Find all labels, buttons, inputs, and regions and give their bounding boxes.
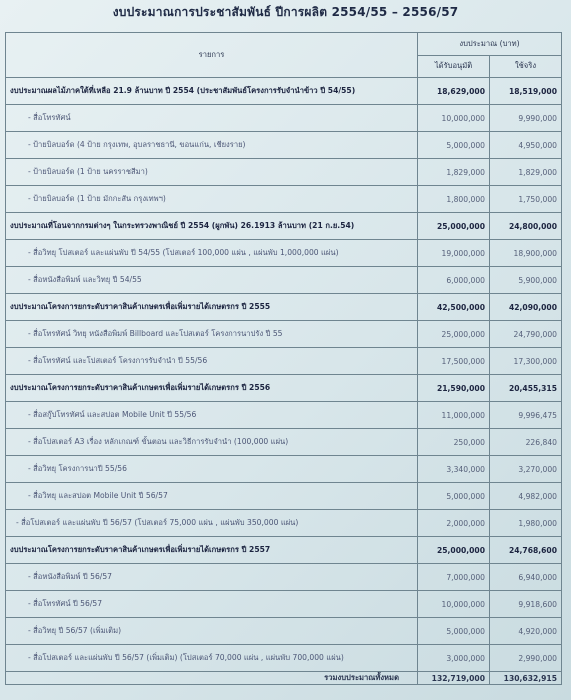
total-used: 130,632,915 xyxy=(490,672,562,685)
approved-amount: 10,000,000 xyxy=(418,105,490,132)
row-label: - สื่อหนังสือพิมพ์ และวิทยุ ปี 54/55 xyxy=(6,267,418,294)
approved-amount: 17,500,000 xyxy=(418,348,490,375)
approved-amount: 18,629,000 xyxy=(418,78,490,105)
header-used: ใช้จริง xyxy=(490,55,562,78)
item-row xyxy=(6,591,562,618)
approved-amount: 25,000,000 xyxy=(418,321,490,348)
row-label: - สื่อหนังสือพิมพ์ ปี 56/57 xyxy=(6,564,418,591)
row-label: - สื่อโทรทัศน์ และโปสเตอร์ โครงการรับจำนำ ปี 55/56 xyxy=(6,348,418,375)
row-label: - สื่อโทรทัศน์ xyxy=(6,105,418,132)
group-row xyxy=(6,213,562,240)
row-label: - สื่อวิทยุ โปสเตอร์ และแผ่นพับ ปี 54/55 (โปสเตอร์ 100,000 แผ่น , แผ่นพับ 1,000,000 แผ่น) xyxy=(6,240,418,267)
item-row xyxy=(6,105,562,132)
used-amount: 9,990,000 xyxy=(490,105,562,132)
approved-amount: 25,000,000 xyxy=(418,537,490,564)
approved-amount: 5,000,000 xyxy=(418,132,490,159)
approved-amount: 19,000,000 xyxy=(418,240,490,267)
budget-table xyxy=(5,32,562,685)
row-label: - ป้ายบิลบอร์ด (4 ป้าย กรุงเทพ, อุบลราชธานี, ขอนแก่น, เชียงราย) xyxy=(6,132,418,159)
item-row xyxy=(6,429,562,456)
approved-amount: 25,000,000 xyxy=(418,213,490,240)
used-amount: 24,768,600 xyxy=(490,537,562,564)
item-row xyxy=(6,618,562,645)
row-label: - สื่อวิทยุ ปี 56/57 (เพิ่มเติม) xyxy=(6,618,418,645)
item-row xyxy=(6,240,562,267)
item-row xyxy=(6,456,562,483)
used-amount: 17,300,000 xyxy=(490,348,562,375)
used-amount: 9,996,475 xyxy=(490,402,562,429)
group-row xyxy=(6,375,562,402)
total-label: รวมงบประมาณทั้งหมด xyxy=(6,672,418,685)
approved-amount: 10,000,000 xyxy=(418,591,490,618)
total-approved: 132,719,000 xyxy=(418,672,490,685)
approved-amount: 1,829,000 xyxy=(418,159,490,186)
approved-amount: 2,000,000 xyxy=(418,510,490,537)
item-row xyxy=(6,483,562,510)
item-row xyxy=(6,132,562,159)
item-row xyxy=(6,645,562,672)
row-label: - ป้ายบิลบอร์ด (1 ป้าย มักกะสัน กรุงเทพฯ) xyxy=(6,186,418,213)
row-label: - สื่อวิทยุ โครงการนาปี 55/56 xyxy=(6,456,418,483)
document-title: งบประมาณการประชาสัมพันธ์ ปีการผลิต 2554/55 – 2556/57 xyxy=(112,5,459,19)
used-amount: 6,940,000 xyxy=(490,564,562,591)
approved-amount: 6,000,000 xyxy=(418,267,490,294)
approved-amount: 21,590,000 xyxy=(418,375,490,402)
approved-amount: 5,000,000 xyxy=(418,618,490,645)
header-approved: ได้รับอนุมัติ xyxy=(418,55,490,78)
total-row xyxy=(6,672,562,685)
used-amount: 24,790,000 xyxy=(490,321,562,348)
item-row xyxy=(6,186,562,213)
used-amount: 20,455,315 xyxy=(490,375,562,402)
approved-amount: 11,000,000 xyxy=(418,402,490,429)
item-row xyxy=(6,321,562,348)
used-amount: 18,519,000 xyxy=(490,78,562,105)
row-label: - สื่อโปสเตอร์ A3 เรื่อง หลักเกณฑ์ ขั้นตอน และวิธีการรับจำนำ (100,000 แผ่น) xyxy=(6,429,418,456)
used-amount: 42,090,000 xyxy=(490,294,562,321)
row-label: - ป้ายบิลบอร์ด (1 ป้าย นครราชสีมา) xyxy=(6,159,418,186)
row-label: งบประมาณโครงการยกระดับราคาสินค้าเกษตรเพื่อเพิ่มรายได้เกษตรกร ปี 2557 xyxy=(6,537,418,564)
used-amount: 2,990,000 xyxy=(490,645,562,672)
row-label: งบประมาณโครงการยกระดับราคาสินค้าเกษตรเพื่อเพิ่มรายได้เกษตรกร ปี 2556 xyxy=(6,375,418,402)
row-label: - สื่อสกู๊ปโทรทัศน์ และสปอต Mobile Unit ปี 55/56 xyxy=(6,402,418,429)
approved-amount: 1,800,000 xyxy=(418,186,490,213)
item-row xyxy=(6,510,562,537)
item-row xyxy=(6,564,562,591)
used-amount: 1,829,000 xyxy=(490,159,562,186)
used-amount: 24,800,000 xyxy=(490,213,562,240)
approved-amount: 42,500,000 xyxy=(418,294,490,321)
approved-amount: 3,000,000 xyxy=(418,645,490,672)
group-row xyxy=(6,537,562,564)
approved-amount: 3,340,000 xyxy=(418,456,490,483)
row-label: - สื่อโปสเตอร์ และแผ่นพับ ปี 56/57 (โปสเตอร์ 75,000 แผ่น , แผ่นพับ 350,000 แผ่น) xyxy=(6,510,418,537)
used-amount: 3,270,000 xyxy=(490,456,562,483)
header-budget: งบประมาณ (บาท) xyxy=(418,33,562,56)
used-amount: 9,918,600 xyxy=(490,591,562,618)
used-amount: 226,840 xyxy=(490,429,562,456)
used-amount: 1,980,000 xyxy=(490,510,562,537)
row-label: - สื่อวิทยุ และสปอต Mobile Unit ปี 56/57 xyxy=(6,483,418,510)
row-label: - สื่อโปสเตอร์ และแผ่นพับ ปี 56/57 (เพิ่มเติม) (โปสเตอร์ 70,000 แผ่น , แผ่นพับ 700,000 แผ่น) xyxy=(6,645,418,672)
row-label: งบประมาณที่โอนจากกรมต่างๆ ในกระทรวงพาณิชย์ ปี 2554 (ผูกพัน) 26.1913 ล้านบาท (21 ก.ย.54) xyxy=(6,213,418,240)
row-label: งบประมาณผลไม้ภาคใต้ที่เหลือ 21.9 ล้านบาท ปี 2554 (ประชาสัมพันธ์โครงการรับจำนำข้าว ปี 54/55) xyxy=(6,78,418,105)
used-amount: 5,900,000 xyxy=(490,267,562,294)
approved-amount: 7,000,000 xyxy=(418,564,490,591)
used-amount: 4,982,000 xyxy=(490,483,562,510)
used-amount: 4,920,000 xyxy=(490,618,562,645)
item-row xyxy=(6,402,562,429)
group-row xyxy=(6,294,562,321)
item-row xyxy=(6,348,562,375)
used-amount: 18,900,000 xyxy=(490,240,562,267)
row-label: - สื่อโทรทัศน์ ปี 56/57 xyxy=(6,591,418,618)
row-label: - สื่อโทรทัศน์ วิทยุ หนังสือพิมพ์ Billboard และโปสเตอร์ โครงการนาปรัง ปี 55 xyxy=(6,321,418,348)
header-item: รายการ xyxy=(6,33,418,78)
used-amount: 1,750,000 xyxy=(490,186,562,213)
budget-table-body xyxy=(6,78,562,672)
row-label: งบประมาณโครงการยกระดับราคาสินค้าเกษตรเพื่อเพิ่มรายได้เกษตรกร ปี 2555 xyxy=(6,294,418,321)
approved-amount: 5,000,000 xyxy=(418,483,490,510)
item-row xyxy=(6,267,562,294)
item-row xyxy=(6,159,562,186)
group-row xyxy=(6,78,562,105)
used-amount: 4,950,000 xyxy=(490,132,562,159)
approved-amount: 250,000 xyxy=(418,429,490,456)
